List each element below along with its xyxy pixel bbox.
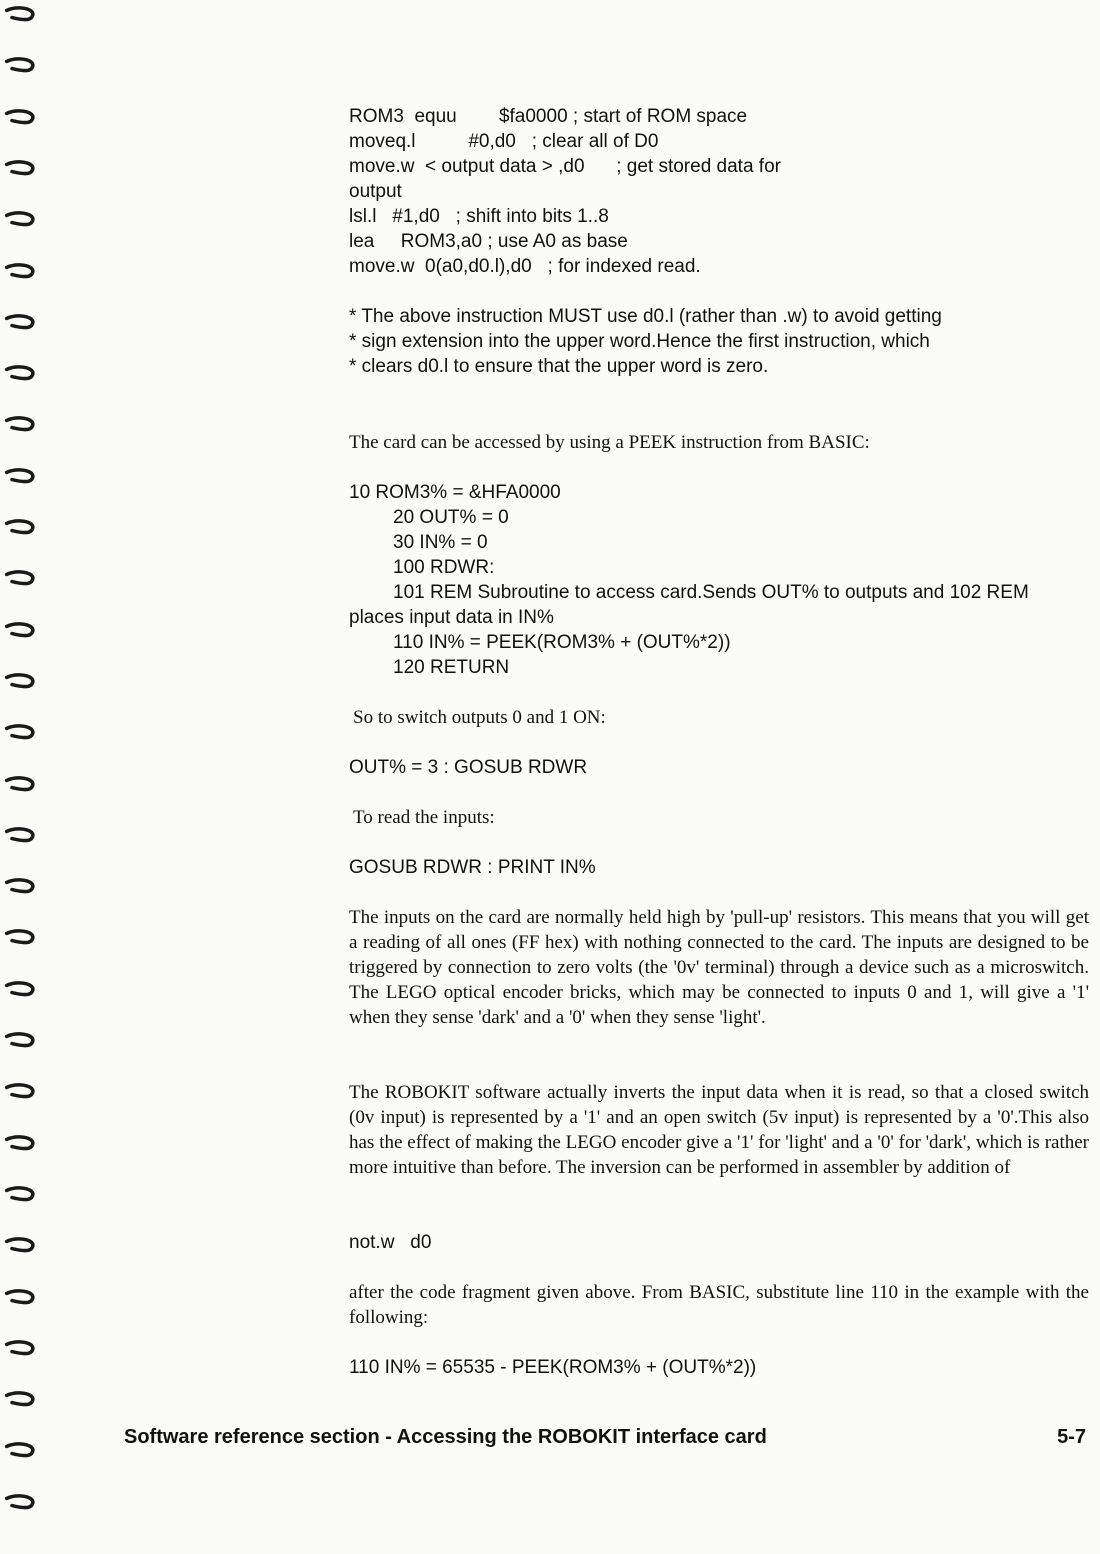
peek-intro-paragraph: The card can be accessed by using a PEEK instruction from BASIC: (349, 432, 870, 453)
code-line: lea ROM3,a0 ; use A0 as base (349, 231, 628, 252)
line-110-code: 110 IN% = 65535 - PEEK(ROM3% + (OUT%*2)) (349, 1357, 757, 1378)
read-intro-paragraph: To read the inputs: (353, 807, 495, 828)
binding-ring-icon (4, 929, 36, 945)
binding-ring-icon (4, 673, 36, 689)
basic-line: 110 IN% = PEEK(ROM3% + (OUT%*2)) (393, 632, 731, 653)
basic-line: 10 ROM3% = &HFA0000 (349, 482, 561, 503)
binding-ring-icon (4, 570, 36, 586)
binding-ring-icon (4, 109, 36, 125)
footer-section-title: Software reference section - Accessing the ROBOKIT interface card (124, 1426, 767, 1448)
switch-code: OUT% = 3 : GOSUB RDWR (349, 757, 588, 778)
binding-ring-icon (4, 416, 36, 432)
basic-line: 101 REM Subroutine to access card.Sends OUT% to outputs and 102 REM (393, 582, 1029, 603)
binding-ring-icon (4, 468, 36, 484)
spiral-binding (0, 0, 48, 1554)
basic-line: 120 RETURN (393, 657, 510, 678)
binding-ring-icon (4, 1442, 36, 1458)
binding-ring-icon (4, 1135, 36, 1151)
binding-ring-icon (4, 724, 36, 740)
basic-line: places input data in IN% (349, 607, 554, 628)
binding-ring-icon (4, 1391, 36, 1407)
binding-ring-icon (4, 878, 36, 894)
comment-line: * sign extension into the upper word.Hence the first instruction, which (349, 331, 930, 352)
inversion-paragraph: The ROBOKIT software actually inverts the input data when it is read, so that a closed switch (0v input) is represented by a '1' and an open switch (5v input) is represented by a '0'.This also has the effect of making the LEGO encoder give a '1' for 'light' and a '0' for 'dark', which is rather more intuitive than before. The inversion can be performed in assembler by addition of (349, 1082, 1089, 1178)
code-line: ROM3 equu $fa0000 ; start of ROM space (349, 106, 748, 127)
basic-line: 20 OUT% = 0 (393, 507, 509, 528)
not-code: not.w d0 (349, 1232, 432, 1253)
code-line: output (349, 181, 402, 202)
code-line: move.w < output data > ,d0 ; get stored data for (349, 156, 781, 177)
comment-line: * The above instruction MUST use d0.l (rather than .w) to avoid getting (349, 306, 942, 327)
binding-ring-icon (4, 314, 36, 330)
code-line: moveq.l #0,d0 ; clear all of D0 (349, 131, 659, 152)
binding-ring-icon (4, 1083, 36, 1099)
binding-ring-icon (4, 827, 36, 843)
binding-ring-icon (4, 622, 36, 638)
binding-ring-icon (4, 1494, 36, 1510)
substitute-paragraph: after the code fragment given above. From BASIC, substitute line 110 in the example with the following: (349, 1282, 1089, 1328)
binding-ring-icon (4, 1032, 36, 1048)
binding-ring-icon (4, 981, 36, 997)
inputs-paragraph: The inputs on the card are normally held high by 'pull-up' resistors. This means that you will get a reading of all ones (FF hex) with nothing connected to the card. The inputs are designed to be triggered by connection to zero volts (the '0v' terminal) through a device such as a microswitch. The LEGO optical encoder bricks, which may be connected to inputs 0 and 1, will give a '1' when they sense 'dark' and a '0' when they sense 'light'. (349, 907, 1089, 1028)
switch-intro-paragraph: So to switch outputs 0 and 1 ON: (353, 707, 606, 728)
binding-ring-icon (4, 1340, 36, 1356)
basic-line: 100 RDWR: (393, 557, 495, 578)
binding-ring-icon (4, 160, 36, 176)
binding-ring-icon (4, 57, 36, 73)
binding-ring-icon (4, 365, 36, 381)
code-line: lsl.l #1,d0 ; shift into bits 1..8 (349, 206, 609, 227)
read-code: GOSUB RDWR : PRINT IN% (349, 857, 596, 878)
page-number: 5-7 (1057, 1426, 1086, 1448)
binding-ring-icon (4, 211, 36, 227)
binding-ring-icon (4, 519, 36, 535)
binding-ring-icon (4, 1186, 36, 1202)
code-line: move.w 0(a0,d0.l),d0 ; for indexed read. (349, 256, 701, 277)
binding-ring-icon (4, 1289, 36, 1305)
basic-line: 30 IN% = 0 (393, 532, 488, 553)
comment-line: * clears d0.l to ensure that the upper word is zero. (349, 356, 769, 377)
binding-ring-icon (4, 1237, 36, 1253)
binding-ring-icon (4, 263, 36, 279)
binding-ring-icon (4, 776, 36, 792)
binding-ring-icon (4, 6, 36, 22)
